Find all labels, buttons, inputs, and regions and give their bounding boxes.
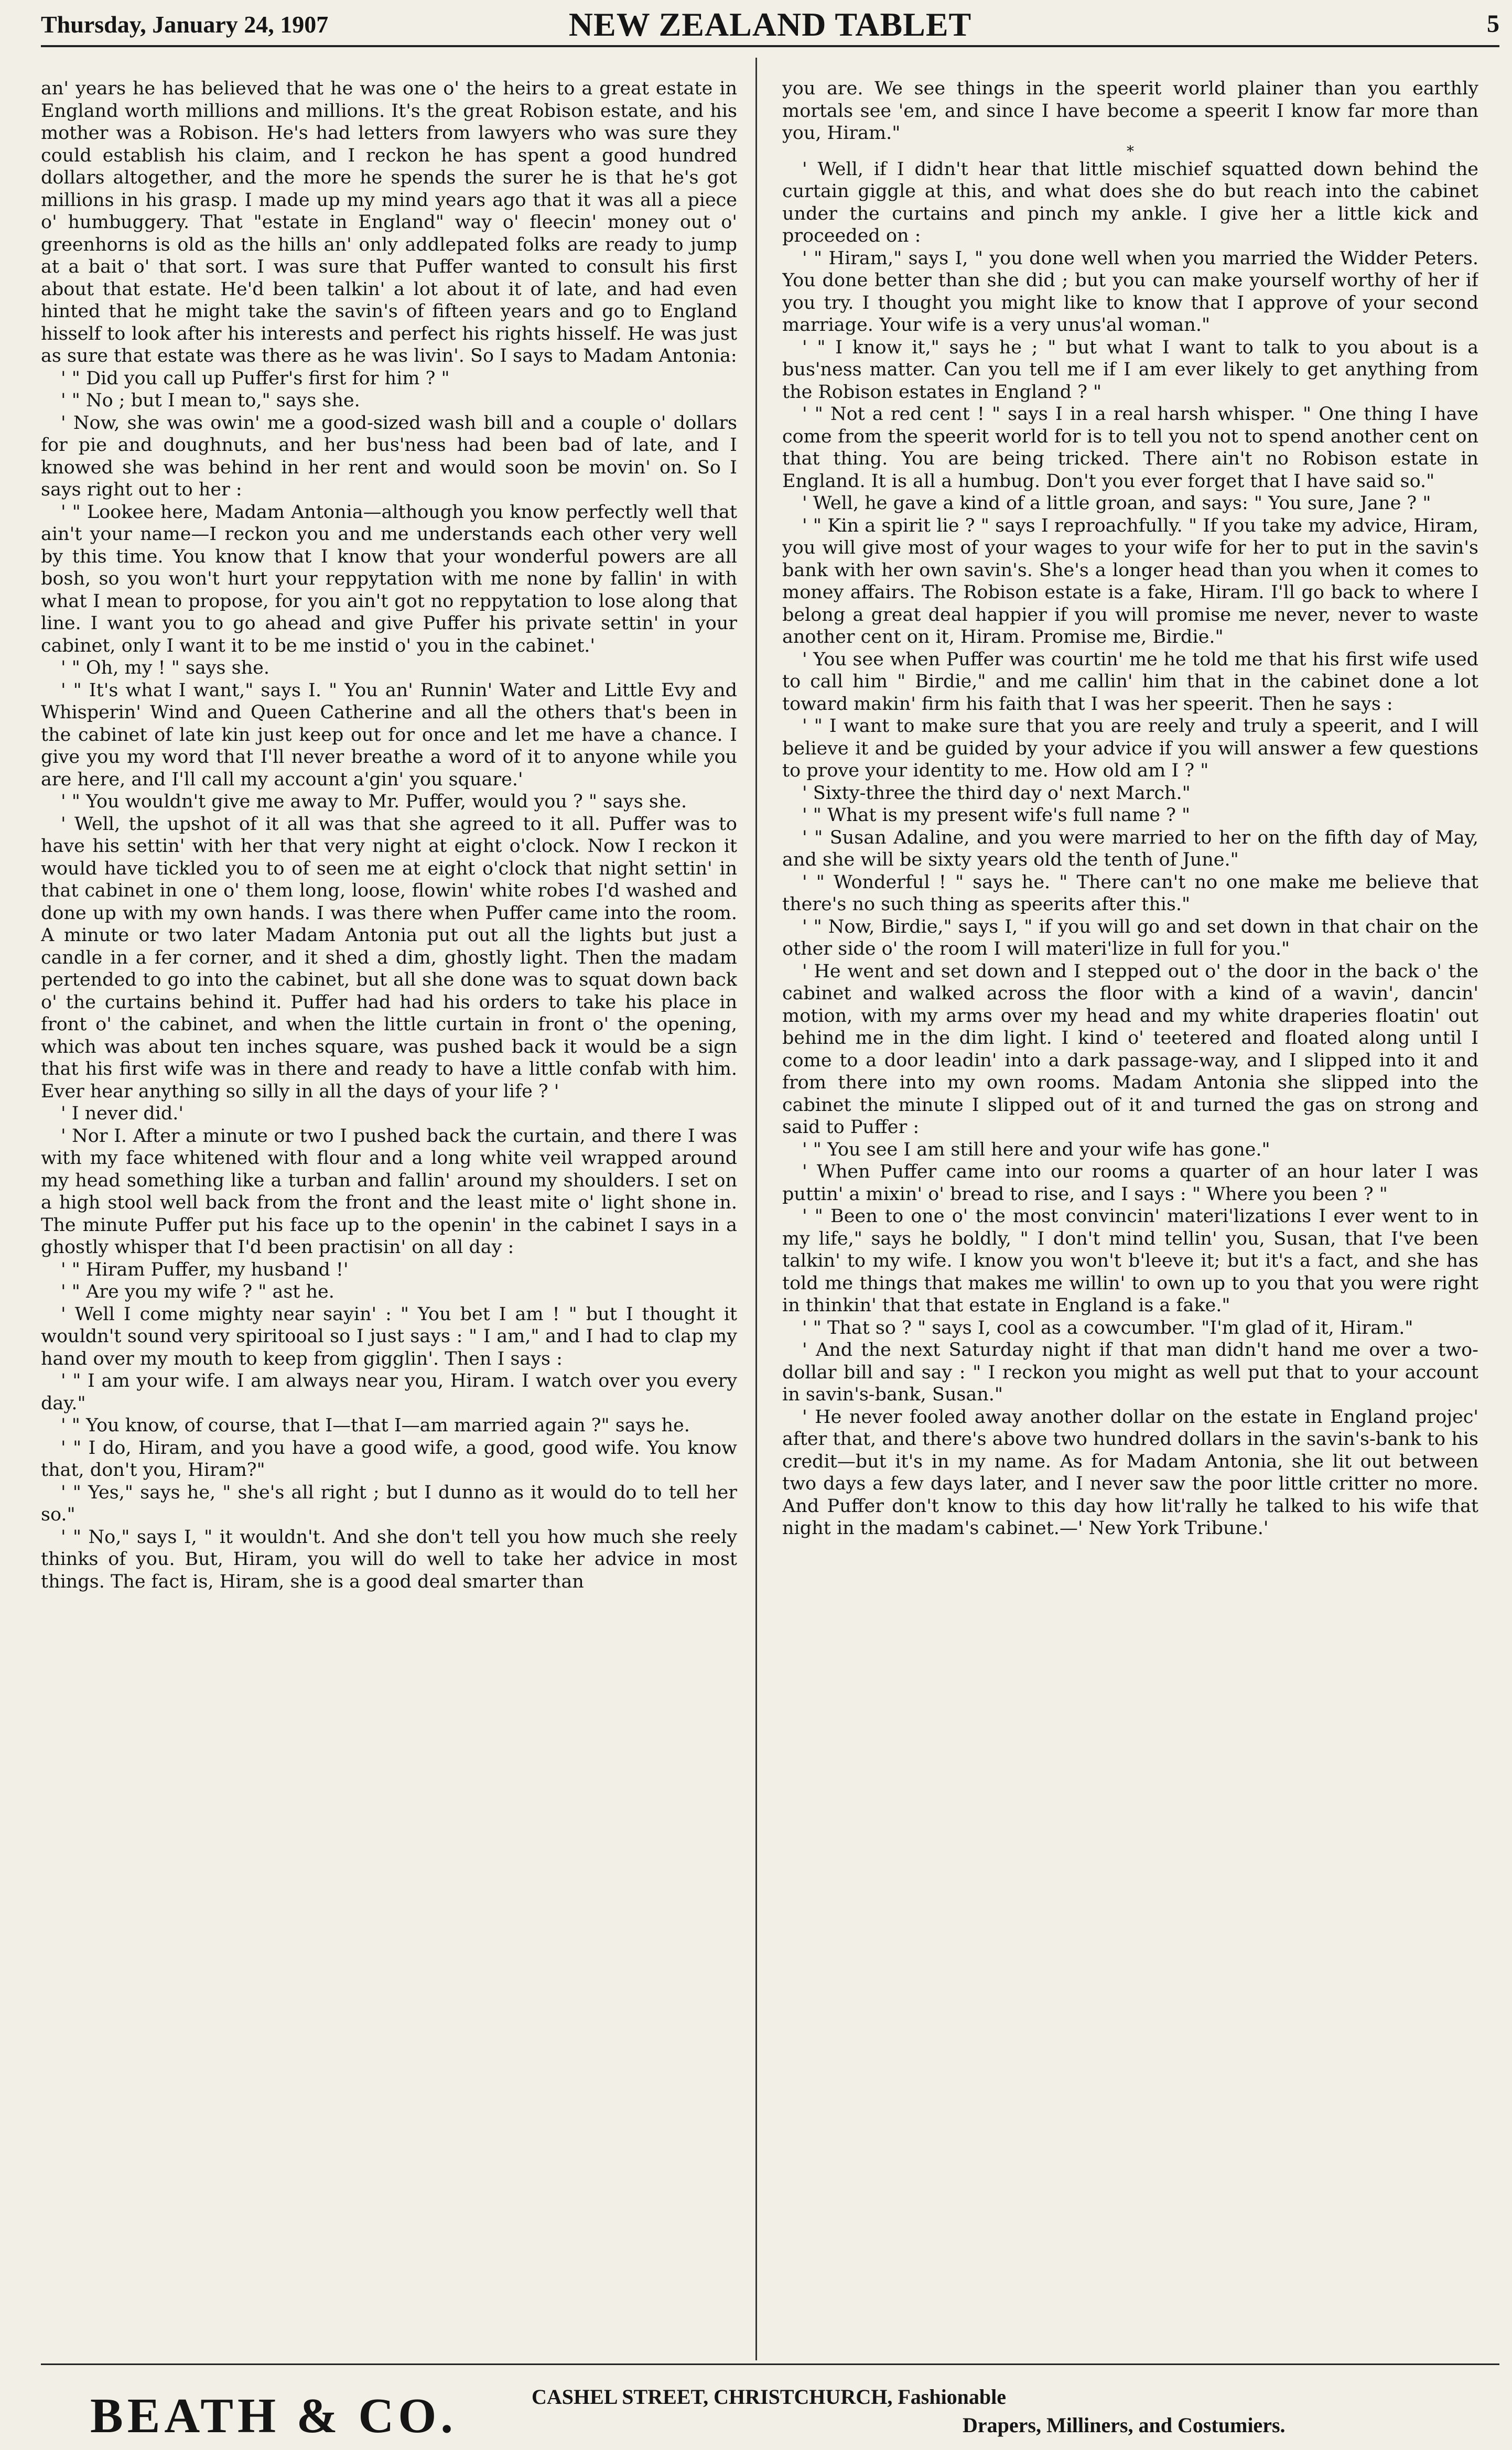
article-paragraph: ' " Now, Birdie," says I, " if you will go and set down in that chair on the other side o' the room I will materi'lize in full for you." <box>782 916 1478 959</box>
article-paragraph: ' " Are you my wife ? " ast he. <box>61 1281 334 1302</box>
article-paragraph: ' " I know it," says he ; " but what I want to talk to you about is a bus'ness matter. Can you tell me if I am ever likely to get anything from the Robison estates in England ? " <box>782 337 1478 403</box>
article-paragraph: ' " Hiram," says I, " you done well when you married the Widder Peters. You done better than she did ; but you can make yourself worthy of her if you try. I thought you might like to know that I approve of your second marriage. Your wife is a very unus'al woman." <box>782 247 1478 336</box>
advertisement <box>41 2374 1499 2442</box>
article-paragraph: ' And the next Saturday night if that man didn't hand me over a two-dollar bill and say : " I reckon you might as well put that to your account in savin's-bank, Susan." <box>782 1340 1478 1405</box>
advertiser-trades: Drapers, Milliners, and Costumiers. <box>963 2413 1286 2437</box>
article-paragraph: ' " No ; but I mean to," says she. <box>61 390 360 411</box>
article-paragraph: ' He went and set down and I stepped out o' the door in the back o' the cabinet and walked across the floor with a kind of a wavin', dancin' motion, with my arms over my head and my white draperies floatin' out behind me in the dim light. I kind o' teetered and floated along until I come to a door leadin' into a dark passage-way, and I slipped into it and from there into my own rooms. Madam Antonia she slipped into the cabinet the minute I slipped out of it and turned the gas on strong and said to Puffer : <box>782 960 1478 1138</box>
article-paragraph: ' " You see I am still here and your wife has gone." <box>802 1139 1270 1160</box>
article-paragraph: ' Sixty-three the third day o' next March." <box>802 782 1191 804</box>
column-divider <box>755 58 757 2360</box>
article-paragraph: ' You see when Puffer was courtin' me he told me that his first wife used to call him " Birdie," and me callin' him that in the cabinet done a lot toward makin' firm his faith that I was her speerit. Then he says : <box>782 649 1478 715</box>
article-paragraph: ' " Lookee here, Madam Antonia—although you know perfectly well that ain't your name—I reckon you and me understands each other very well by this time. You know that I know that your wonderful powers are all bosh, so you won't hurt your reppytation with me none by fallin' in with what I mean to propose, for you ain't got no reppytation to lose along that line. I want you to go ahead and give Puffer his private settin' in your cabinet, only I want it to be me instid o' you in the cabinet.' <box>41 501 737 656</box>
article-paragraph: ' " What is my present wife's full name ? " <box>802 805 1191 826</box>
article-paragraph: ' " It's what I want," says I. " You an' Runnin' Water and Little Evy and Whisperin' Wind and Queen Catherine and all the others that's been in the cabinet of late kin just keep out for once and let me have a chance. I give you my word that I'll never breathe a word of it to anyone while you are here, and I'll call my account a'gin' you square.' <box>41 679 737 790</box>
article-paragraph: ' I never did.' <box>61 1103 184 1124</box>
article-paragraph: ' " Not a red cent ! " says I in a real harsh whisper. " One thing I have come from the speerit world for is to tell you not to spend another cent on that thing. You are being tricked. There ain't no Robison estate in England. It is all a humbug. Don't you ever forget that I have said so." <box>782 404 1478 492</box>
article-paragraph: ' Nor I. After a minute or two I pushed back the curtain, and there I was with my face whitened with flour and a long white veil wrapped around my head something like a turban and fallin' around my shoulders. I set on a high stool well back from the front and the least mite o' light shone in. The minute Puffer put his face up to the openin' in the cabinet I says in a ghostly whisper that I'd been practisin' on all day : <box>41 1125 737 1258</box>
article-paragraph: ' " You wouldn't give me away to Mr. Puffer, would you ? " says she. <box>61 791 687 812</box>
article-paragraph: ' " Oh, my ! " says she. <box>61 657 269 678</box>
article-paragraph: an' years he has believed that he was one o' the heirs to a great estate in England worth millions and millions. It's the great Robison estate, and his mother was a Robison. He's had letters from lawyers who was sure they could establish his claim, and I reckon he has spent a good hundred dollars altogether, and the more he spends the surer he is that he's got millions in his grasp. I made up my mind years ago that it was all a piece o' humbuggery. That "estate in England" way o' fleecin' money out o' greenhorns is old as the hills an' only addlepated folks are ready to jump at a bait o' that sort. I was sure that Puffer wanted to consult his first about that estate. He'd been talkin' a lot about it of late, and had even hinted that he might take the savin's of fifteen years and go to England hisself to look after his interests and perfect his rights hisself. He was just as sure that estate was there as he was livin'. So I says to Madam Antonia: <box>41 78 737 366</box>
article-paragraph: ' " Susan Adaline, and you were married to her on the fifth day of May, and she will be sixty years old the tenth of June." <box>782 827 1478 870</box>
article-paragraph: ' " Hiram Puffer, my husband !' <box>61 1259 349 1280</box>
article-paragraph: ' " Been to one o' the most convincin' materi'lizations I ever went to in my life," says he boldly, " I don't mind tellin' you, Susan, that I've been talkin' to my wife. I know you won't b'leeve it; but it's a fact, and she has told me things that makes me willin' to own up to you that you were right in thinkin' that that estate in England is a fake." <box>782 1206 1478 1316</box>
article-paragraph: ' Well, if I didn't hear that little mischief squatted down behind the curtain giggle at this, and what does she do but reach into the cabinet under the curtains and pinch my ankle. I give her a little kick and proceeded on : <box>782 158 1478 246</box>
page-header <box>41 6 1499 43</box>
footer-rule <box>41 2363 1499 2365</box>
article-paragraph: ' " I want to make sure that you are reely and truly a speerit, and I will believe it and be guided by your advice if you will answer a few questions to prove your identity to me. How old am I ? " <box>782 716 1478 781</box>
advertiser-name: BEATH & CO. <box>90 2389 457 2443</box>
article-paragraph: ' " Wonderful ! " says he. " There can't no one make me believe that there's no such thing as speerits after this." <box>782 871 1478 915</box>
advertiser-address: CASHEL STREET, CHRISTCHURCH, Fashionable <box>532 2385 1007 2409</box>
article-paragraph: ' " I am your wife. I am always near you, Hiram. I watch over you every day." <box>41 1370 737 1414</box>
article-paragraph: ' Now, she was owin' me a good-sized wash bill and a couple o' dollars for pie and doughnuts, and her bus'ness had been bad of late, and I knowed she was behind in her rent and would soon be movin' on. So I says right out to her : <box>41 412 737 500</box>
article-paragraph: ' When Puffer came into our rooms a quarter of an hour later I was puttin' a mixin' o' bread to rise, and I says : " Where you been ? " <box>782 1161 1478 1205</box>
header-date: Thursday, January 24, 1907 <box>41 11 329 38</box>
article-paragraph: you are. We see things in the speerit world plainer than you earthly mortals see 'em, and since I have become a speerit I know far more than you, Hiram." <box>782 78 1478 144</box>
left-column <box>41 78 737 2358</box>
article-paragraph: ' " Kin a spirit lie ? " says I reproachfully. " If you take my advice, Hiram, you will give most of your wages to your wife for her to put in the savin's bank with her own savin's. She's a longer head than you when it comes to money affairs. The Robison estate is a fake, Hiram. I'll go back to where I belong a great deal happier if you will promise me never, never to waste another cent on it, Hiram. Promise me, Birdie." <box>782 515 1478 647</box>
article-paragraph: ' " No," says I, " it wouldn't. And she don't tell you how much she reely thinks of you. But, Hiram, you will do well to take her advice in most things. The fact is, Hiram, she is a good deal smarter than <box>41 1526 737 1592</box>
right-column <box>782 78 1478 2358</box>
article-paragraph: ' " I do, Hiram, and you have a good wife, a good, good wife. You know that, don't you, Hiram?" <box>41 1437 737 1481</box>
page-number: 5 <box>1487 10 1499 38</box>
article-paragraph: ' " Did you call up Puffer's first for him ? " <box>61 368 450 389</box>
section-ornament: * <box>1127 142 1134 160</box>
article-paragraph: ' Well I come mighty near sayin' : " You bet I am ! " but I thought it wouldn't sound very spiritooal so I just says : " I am," and I had to clap my hand over my mouth to keep from gigglin'. Then I says : <box>41 1303 737 1369</box>
article-paragraph: ' Well, the upshot of it all was that she agreed to it all. Puffer was to have his settin' with her that very night at eight o'clock. Now I reckon it would have tickled you to of seen me at eight o'clock that night settin' in that cabinet in one o' them long, loose, flowin' white robes I'd washed and done up with my own hands. I was there when Puffer came into the room. A minute or two later Madam Antonia put out all the lights but just a candle in a fer corner, and it shed a dim, ghostly light. Then the madam pertended to go into the cabinet, but all she done was to squat down back o' the curtains behind it. Puffer had had his orders to take his place in front o' the cabinet, and when the little curtain in front o' the opening, which was about ten inches square, was pushed back it would be a sign that his first wife was in there and ready to have a little confab with him. Ever hear anything so silly in all the days of your life ? ' <box>41 813 737 1102</box>
article-paragraph: ' He never fooled away another dollar on the estate in England projec' after that, and there's above two hundred dollars in the savin's-bank to his credit—but it's in my name. As for Madam Antonia, she lit out between two days a few days later, and I never saw the poor little critter no more. And Puffer don't know to this day how lit'rally he talked to his wife that night in the madam's cabinet.—' New York Tribune.' <box>782 1406 1478 1539</box>
header-rule <box>41 45 1499 47</box>
article-paragraph: ' " You know, of course, that I—that I—am married again ?" says he. <box>61 1415 690 1436</box>
article-paragraph: ' " That so ? " says I, cool as a cowcumber. "I'm glad of it, Hiram." <box>802 1317 1413 1339</box>
article-paragraph: ' Well, he gave a kind of a little groan, and says: " You sure, Jane ? " <box>802 493 1431 514</box>
masthead-title: NEW ZEALAND TABLET <box>568 6 972 43</box>
article-paragraph: ' " Yes," says he, " she's all right ; but I dunno as it would do to tell her so." <box>41 1482 737 1525</box>
